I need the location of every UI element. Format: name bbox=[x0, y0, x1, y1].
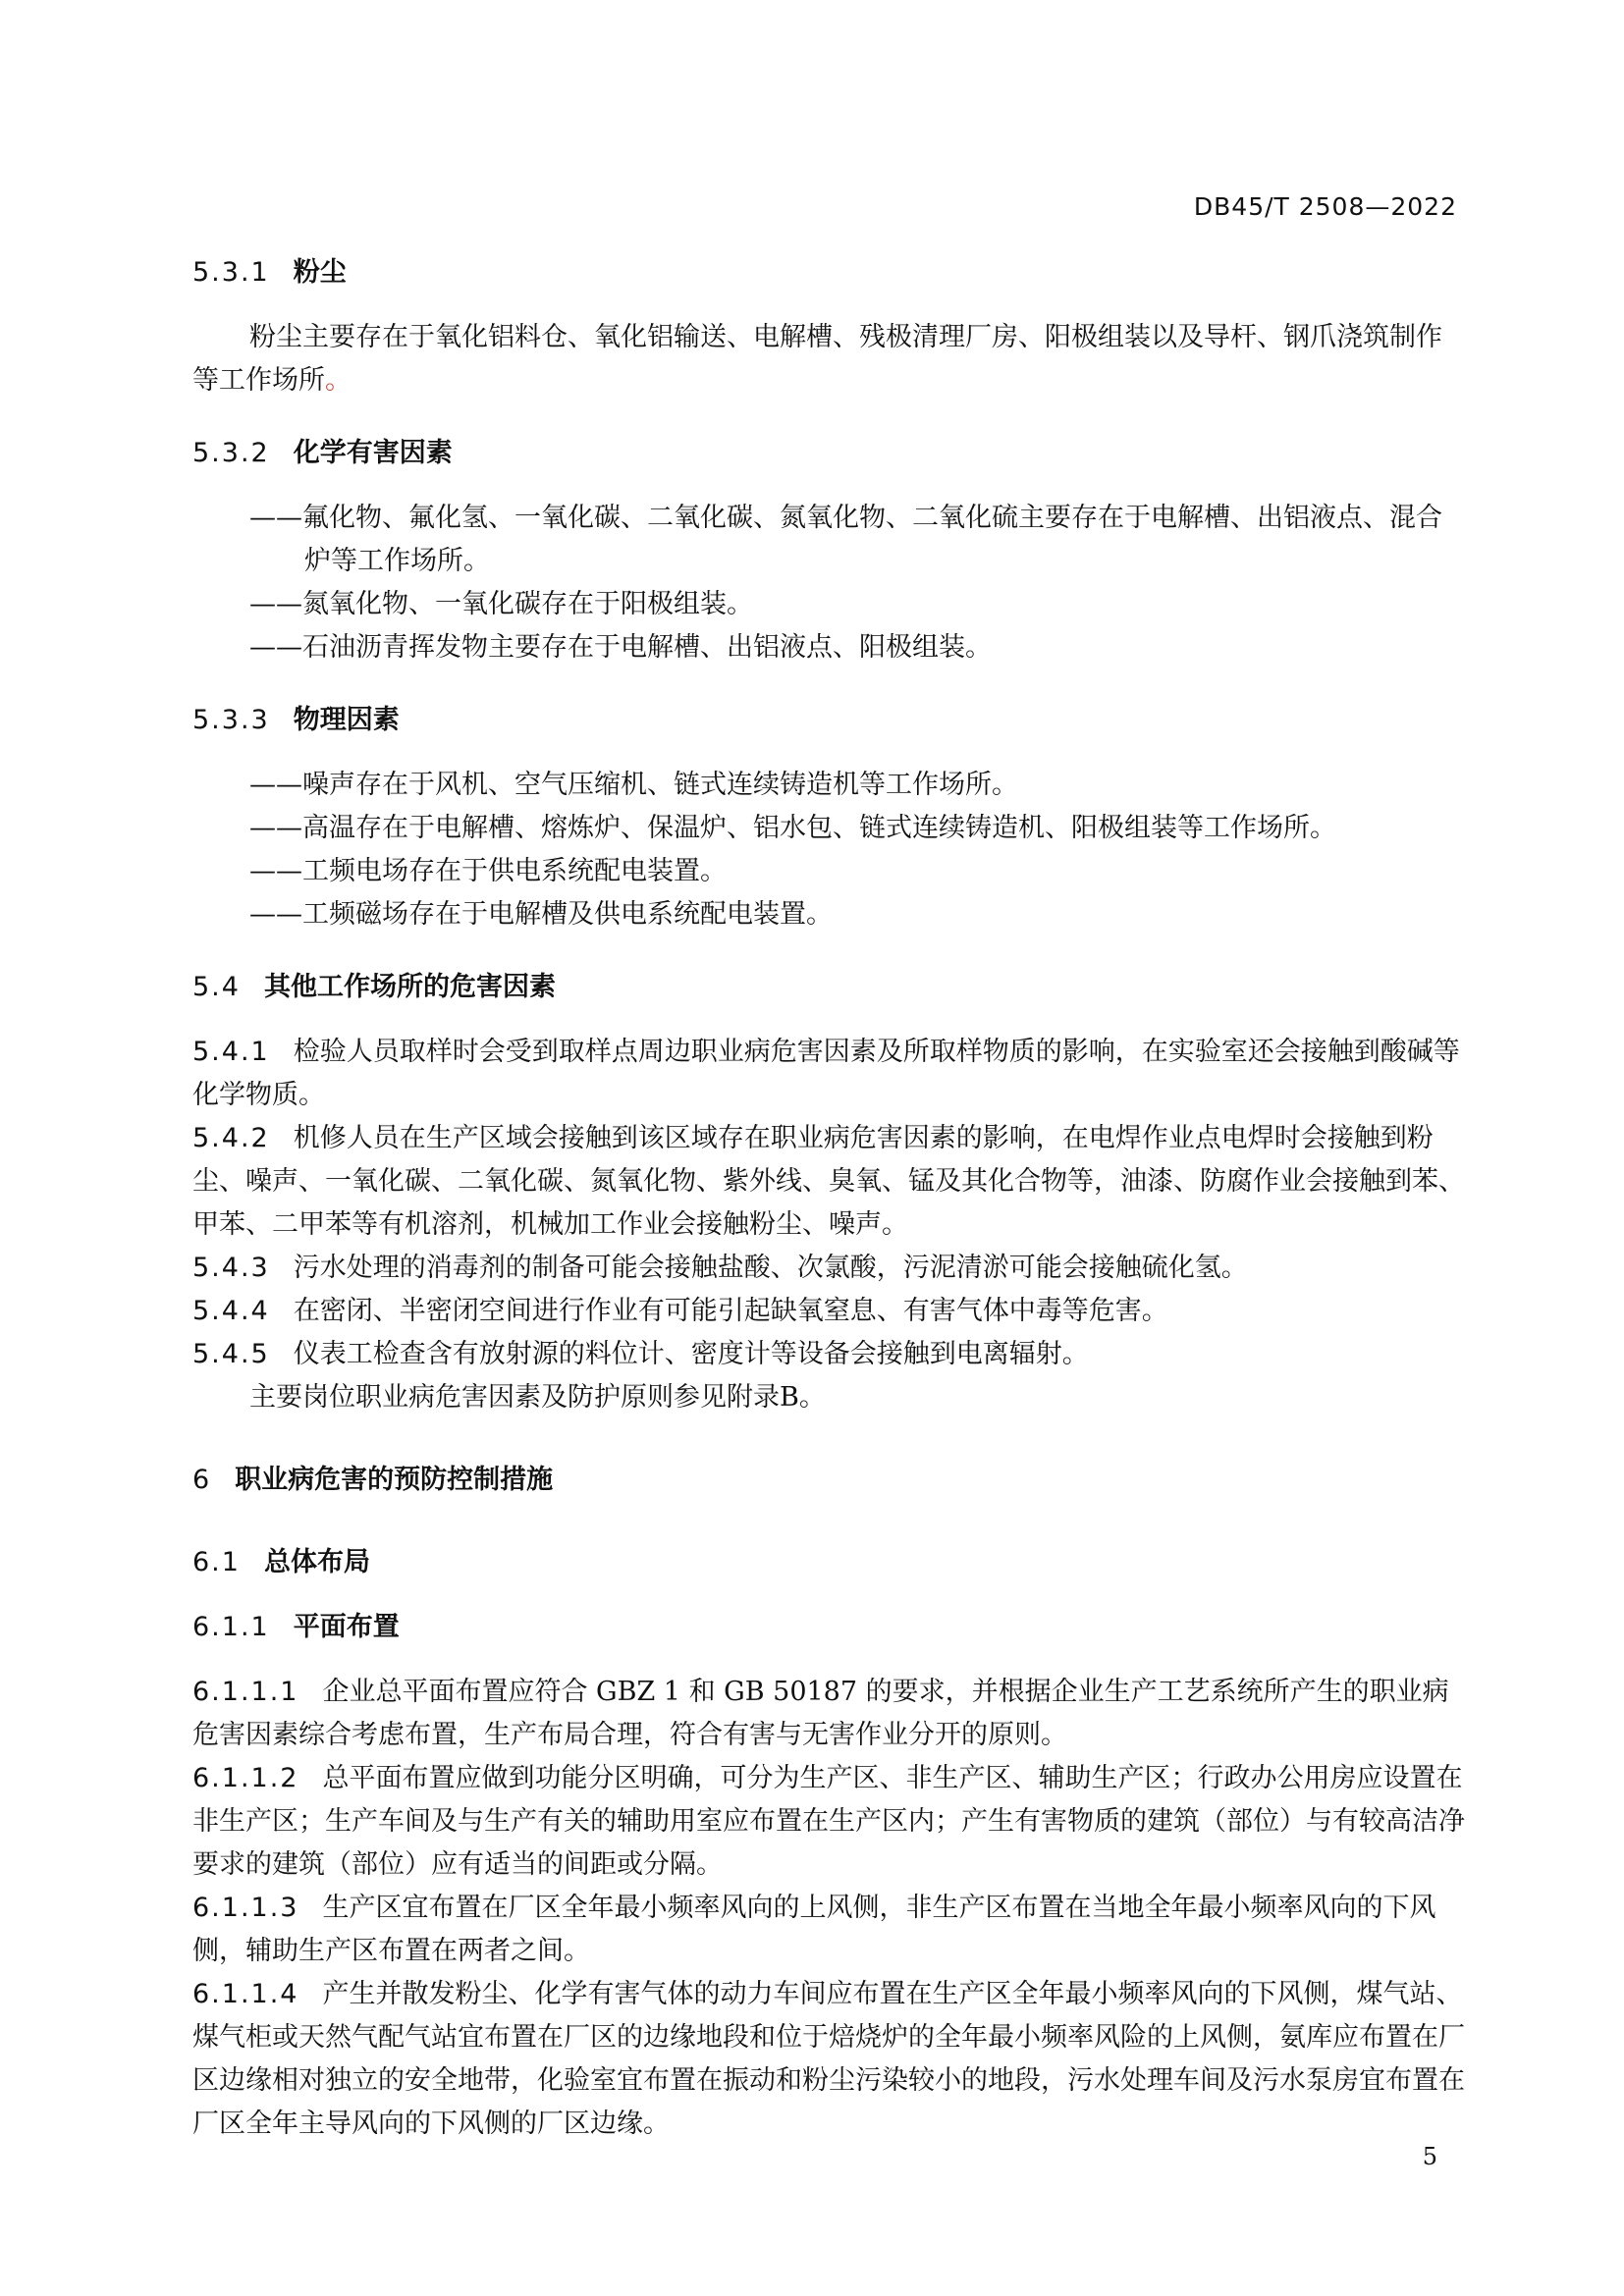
heading-5-3-2 bbox=[192, 432, 1467, 475]
heading-6-1-1 bbox=[192, 1606, 1467, 1649]
heading-number: 5.4 bbox=[192, 972, 241, 1002]
heading-5-3-3 bbox=[192, 699, 1467, 742]
heading-number: 6.1 bbox=[192, 1547, 241, 1577]
clause-5-4-2: 5.4.2 机修人员在生产区域会接触到该区域存在职业病危害因素的影响，在电焊作业点电焊时会接触到粉尘、噪声、一氧化碳、二氧化碳、氮氧化物、紫外线、臭氧、锰及其化合物等，油漆、防腐作业会接触到苯、甲苯、二甲苯等有机溶剂，机械加工作业会接触粉尘、噪声。 bbox=[192, 1123, 1465, 1240]
clause-6-1-1-3: 6.1.1.3 生产区宜布置在厂区全年最小频率风向的上风侧，非生产区布置在当地全年最小频率风向的下风侧，辅助生产区布置在两者之间。 bbox=[192, 1893, 1436, 1966]
clause-5-4-3: 5.4.3 污水处理的消毒剂的制备可能会接触盐酸、次氯酸，污泥清淤可能会接触硫化氢。 bbox=[192, 1253, 1248, 1283]
heading-number: 5.3.2 bbox=[192, 438, 270, 468]
heading-number: 5.3.3 bbox=[192, 705, 270, 735]
list-item: ——工频磁场存在于电解槽及供电系统配电装置。 bbox=[249, 899, 833, 930]
page-content bbox=[192, 251, 1467, 2146]
heading-number: 6.1.1 bbox=[192, 1612, 270, 1642]
heading-title: 化学有害因素 bbox=[293, 438, 453, 468]
list-item: ——高温存在于电解槽、熔炼炉、保温炉、铝水包、链式连续铸造机、阳极组装等工作场所。 bbox=[249, 813, 1336, 843]
paragraph-dust: 粉尘主要存在于氧化铝料仓、氧化铝输送、电解槽、残极清理厂房、阳极组装以及导杆、钢爪浇筑制作等工作场所。 bbox=[192, 322, 1442, 396]
clause-6-1-1-4: 6.1.1.4 产生并散发粉尘、化学有害气体的动力车间应布置在生产区全年最小频率风向的下风侧，煤气站、煤气柜或天然气配气站宜布置在厂区的边缘地段和位于焙烧炉的全年最小频率风险的上风侧，氨库应布置在厂区边缘相对独立的安全地带，化验室宜布置在振动和粉尘污染较小的地段，污水处理车间及污水泵房宜布置在厂区全年主导风向的下风侧的厂区边缘。 bbox=[192, 1979, 1465, 2139]
heading-title: 粉尘 bbox=[293, 257, 347, 288]
document-code-header: DB45/T 2508—2022 bbox=[1193, 192, 1457, 221]
page-number: 5 bbox=[1422, 2143, 1437, 2170]
heading-title: 物理因素 bbox=[293, 705, 400, 735]
list-item: ——氮氧化物、一氧化碳存在于阳极组装。 bbox=[249, 589, 753, 619]
appendix-reference-note: 主要岗位职业病危害因素及防护原则参见附录B。 bbox=[249, 1382, 826, 1413]
list-item: ——氟化物、氟化氢、一氧化碳、二氧化碳、氮氧化物、二氧化硫主要存在于电解槽、出铝液点、混合炉等工作场所。 bbox=[249, 503, 1442, 576]
list-item: ——噪声存在于风机、空气压缩机、链式连续铸造机等工作场所。 bbox=[249, 770, 1018, 800]
list-item: ——石油沥青挥发物主要存在于电解槽、出铝液点、阳极组装。 bbox=[249, 632, 992, 663]
heading-number: 6 bbox=[192, 1465, 212, 1495]
heading-5-3-1 bbox=[192, 251, 1467, 294]
clause-6-1-1-2: 6.1.1.2 总平面布置应做到功能分区明确，可分为生产区、非生产区、辅助生产区；行政办公用房应设置在非生产区；生产车间及与生产有关的辅助用室应布置在生产区内；产生有害物质的建筑（部位）与有较高洁净要求的建筑（部位）应有适当的间距或分隔。 bbox=[192, 1763, 1465, 1880]
heading-title: 其他工作场所的危害因素 bbox=[263, 972, 556, 1002]
heading-6-1 bbox=[192, 1541, 1467, 1584]
heading-title: 总体布局 bbox=[263, 1547, 370, 1577]
list-item: ——工频电场存在于供电系统配电装置。 bbox=[249, 856, 727, 886]
heading-title: 平面布置 bbox=[293, 1612, 400, 1642]
clause-5-4-1: 5.4.1 检验人员取样时会受到取样点周边职业病危害因素及所取样物质的影响，在实验室还会接触到酸碱等化学物质。 bbox=[192, 1037, 1460, 1110]
heading-title: 职业病危害的预防控制措施 bbox=[235, 1465, 554, 1495]
heading-6 bbox=[192, 1459, 1467, 1502]
heading-5-4 bbox=[192, 966, 1467, 1009]
clause-5-4-4: 5.4.4 在密闭、半密闭空间进行作业有可能引起缺氧窒息、有害气体中毒等危害。 bbox=[192, 1296, 1168, 1326]
clause-6-1-1-1: 6.1.1.1 企业总平面布置应符合 GBZ 1 和 GB 50187 的要求，并根据企业生产工艺系统所产生的职业病危害因素综合考虑布置，生产布局合理，符合有害与无害作业分开的原则。 bbox=[192, 1677, 1449, 1750]
clause-5-4-5: 5.4.5 仪表工检查含有放射源的料位计、密度计等设备会接触到电离辐射。 bbox=[192, 1339, 1089, 1369]
heading-number: 5.3.1 bbox=[192, 257, 270, 288]
